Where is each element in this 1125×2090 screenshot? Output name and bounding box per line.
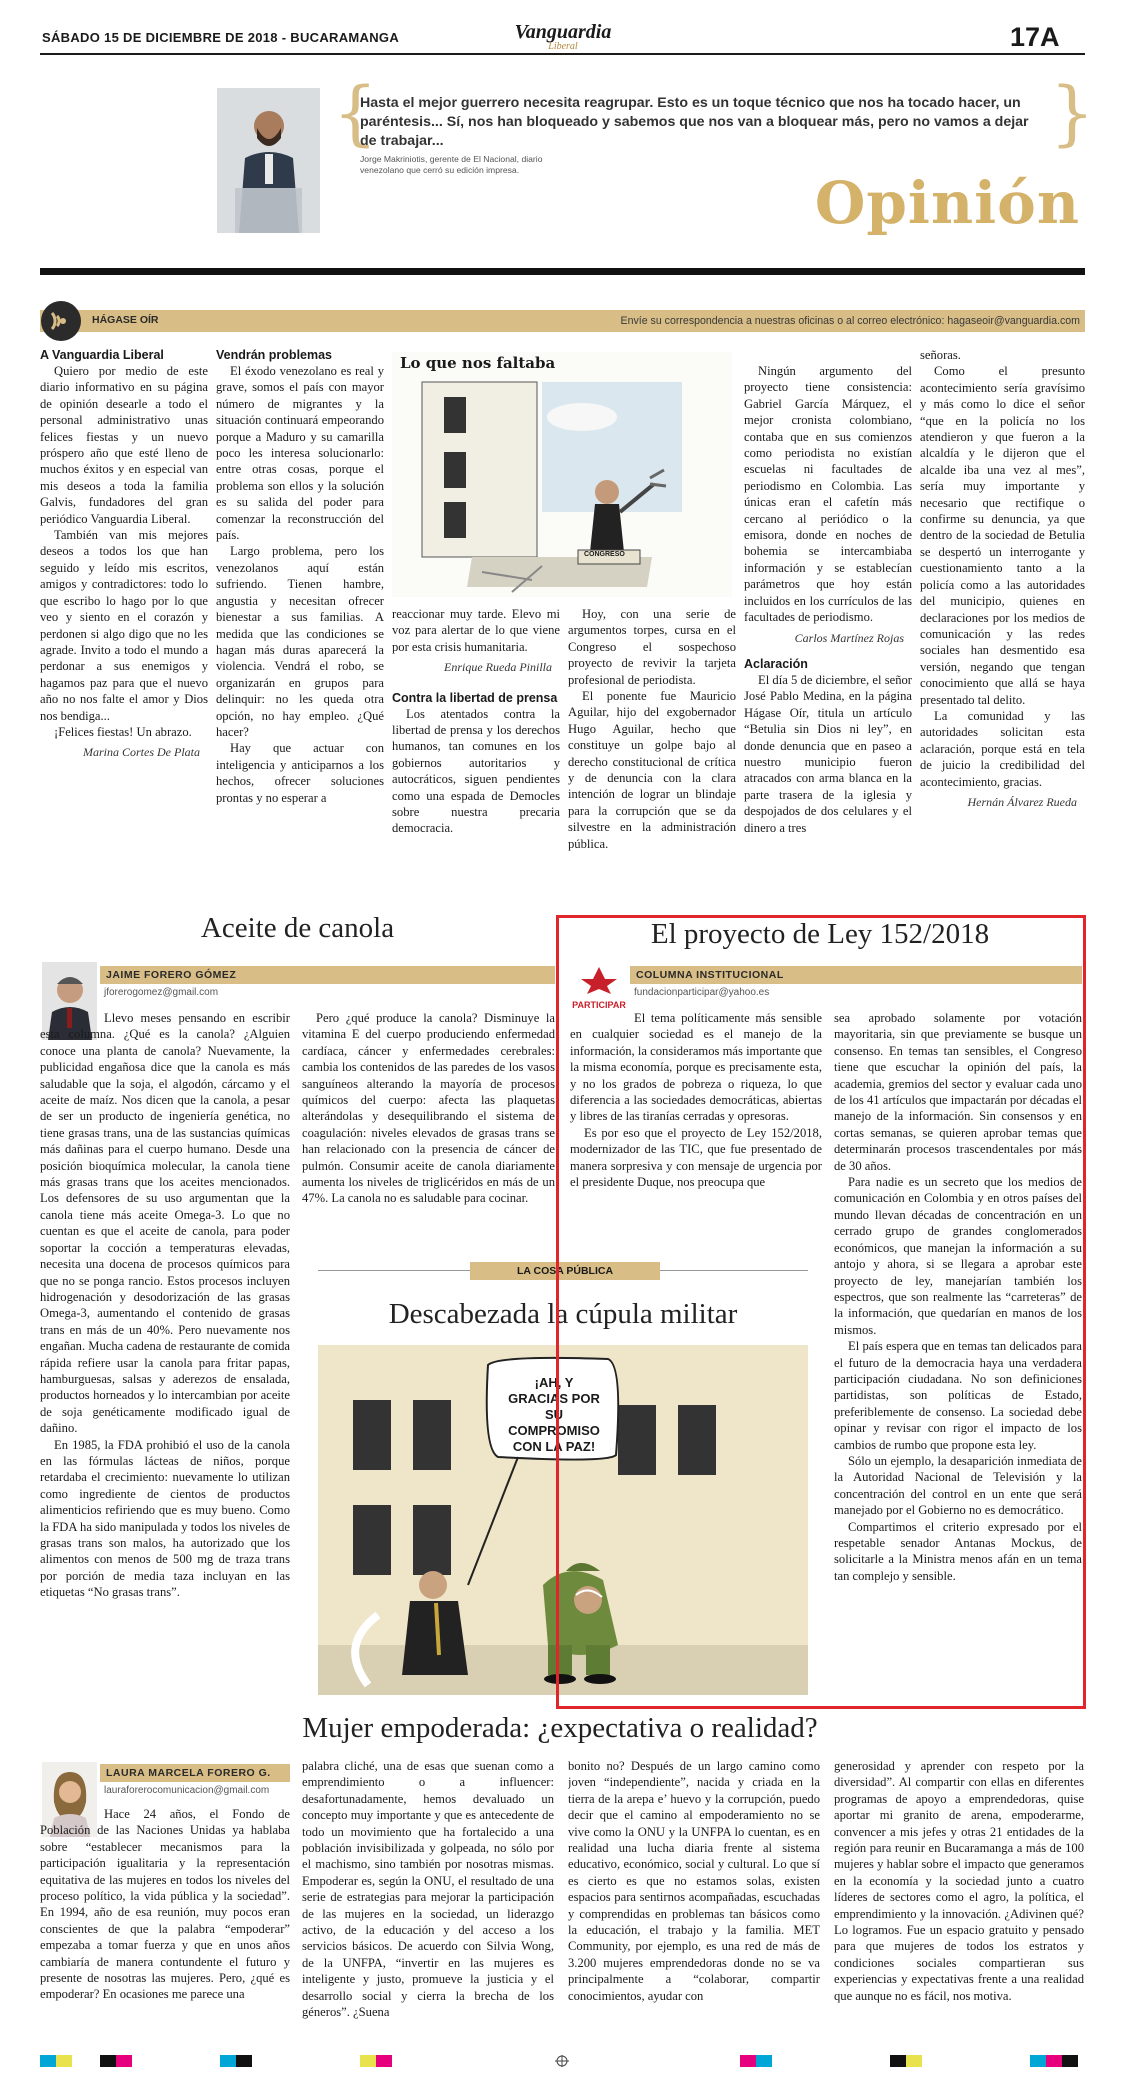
ley-paragraph: Para nadie es un secreto que los medios de comunicación en Colombia y en otros países del mundo llevan décadas de concentración en un cerrado grupo de grandes conglomerados económicos, que manejan la información a su antojo y ahora, si se llegara a aprobar este proyecto de ley, manejarían también los espectros, que son realmente las “carreteras” de la información, que quedarían en manos de los mismos.	[834, 1175, 1082, 1337]
letter-paragraph: Como el presunto acontecimiento sería gravísimo y más como lo dice el señor “que en la policía no los atendieron y que fueron a la alcaldía y le dijeron que el alcalde iba una vez al mes”, sería muy importante y necesario que rectifique o confirme su denuncia, ya que dentro de la sociedad de Betulia se despertó un interrogante y cuestionamiento tanto a la policía como a las autoridades del municipio, quienes en declaraciones por los medios de comunicación y las redes sociales han desmentido esa versión, negando que tengan conocimiento que allá se haya presentado tal delito.	[920, 364, 1085, 707]
ley-paragraph: Sólo un ejemplo, la desaparición inmediata de la Autoridad Nacional de Televisión y la concentración del control en un ente que será manejado por el Gobierno no es democrático.	[834, 1453, 1082, 1518]
canola-author: JAIME FORERO GÓMEZ	[100, 966, 555, 984]
page-number: 17A	[1010, 22, 1060, 52]
letter-paragraph: Largo problema, pero los venezolanos aquí están sufriendo. Tienen hambre, angustia y necesitan ofrecer bienestar a sus familias. A medida que las condiciones se hagan más duras aparecerá la violencia. Vendrá el robo, se organizarán en grupos para delinquir: no les queda otra opción, no hay empleo. ¿Qué hacer?	[216, 544, 384, 739]
letter-signature: Marina Cortes De Plata	[83, 745, 200, 760]
ley-author: COLUMNA INSTITUCIONAL	[630, 966, 1082, 984]
masthead-rule	[40, 53, 1085, 55]
ley-paragraph: El tema políticamente más sensible en cualquier sociedad es el manejo de la información, la consideramos más importante que la misma economía, porque es precisamente esta, y no los grados de pobreza o riqueza, lo que diferencia a las sociedades democráticas, abiertas y libres de las tiranías cerradas y opresoras.	[570, 1011, 822, 1124]
participar-logo-text: PARTICIPAR	[572, 1000, 626, 1010]
letter-paragraph: Los atentados contra la libertad de prensa y los derechos humanos, tan comunes en los gobiernos autoritarios y autocráticos, siguen pendientes como una espada de Democles sobre nuestra precaria democracia.	[392, 706, 560, 836]
mujer-title: Mujer empoderada: ¿expectativa o realidad?	[302, 1712, 818, 1744]
cartoon-congreso-label: CONGRESO	[584, 551, 625, 558]
ear-icon	[40, 300, 82, 342]
letter-col-5	[744, 363, 912, 903]
masthead-brand	[508, 22, 618, 52]
masthead-date: SÁBADO 15 DE DICIEMBRE DE 2018 - BUCARAMANGA	[42, 30, 400, 45]
color-registration-icon	[40, 2055, 1085, 2067]
quote-bracket-left: {	[333, 72, 378, 154]
letter-col-3	[392, 606, 560, 902]
mujer-author: LAURA MARCELA FORERO G.	[100, 1764, 290, 1782]
section-rule	[40, 268, 1085, 275]
cosa-publica-title: Descabezada la cúpula militar	[388, 1298, 738, 1330]
letter-paragraph: También van mis mejores deseos a todos los que han seguido y leído mis escritos, amigos y contradictores: todo lo que escribo lo hago por lo que veo y siento en el corazón y perdonen si algo digo que no les agrade. Invito a todo el mundo a perdonar a sus enemigos y hagamos paz para que el nuevo año no nos falte el amor y Dios nos bendiga...	[40, 528, 208, 723]
canola-paragraph: En 1985, la FDA prohibió el uso de la canola en las fórmulas lácteas de niños, porque retardaba el crecimiento: nuevamente lo utilizan como ingrediente de cientos de productos alimenticios refiriendo que es muy bueno. Como la FDA ha sido manipulada y todos los niveles de grasas trans son malos, ha autorizado que los alimentos con menos de 500 mg de traza trans por porción de media taza incluyan en las etiquetas “No grasas trans”.	[40, 1437, 290, 1600]
letter-paragraph: Ningún argumento del proyecto tiene consistencia: Gabriel García Márquez, el mejor cronista colombiano, contaba que en sus comienzos como periodista no existían escuelas ni facultades de periodismo en Colombia. Las únicas eran el cafetín más cercano al periódico o la emisora, donde en noches de bohemia se intercambiaba información y se establecían parámetros que hoy están incluidos en los currículos de las facultades de periodismo.	[744, 364, 912, 625]
hagase-oir-label: HÁGASE OÍR	[92, 314, 159, 326]
mujer-paragraph: palabra cliché, una de esas que suenan como a emprendimiento o a influencer: desafortunadamente, hemos devaluado un concepto muy importante y que es antecedente de todo un movimiento que ha fortalecido a una población invisibilizada y golpeada, no sólo por el machismo, sino también por nosotras mismas. Empoderar es, según la ONU, el resultado de una serie de estrategias para mejorar la participación de las mujeres en la sociedad, un liderazgo activo, de la educación y del acceso a los servicios básicos. De acuerdo con Silvia Wong, de la UNFPA, “invertir en las mujeres es inteligente y justo, promueve la justicia y el desarrollo social y cierra la brecha de los géneros”. ¿Suena	[302, 1759, 554, 2020]
letter-heading: Aclaración	[744, 656, 808, 671]
mujer-email: lauraforerocomunicacion@gmail.com	[104, 1785, 270, 1796]
letter-col-2	[216, 347, 384, 902]
letter-paragraph: Hoy, con una serie de argumentos torpes, cursa en el Congreso el sospechoso proyecto de revivir la tarjeta profesional de periodista.	[568, 607, 736, 687]
letter-signature: Carlos Martínez Rojas	[794, 630, 904, 645]
quote-bracket-right: }	[1050, 72, 1095, 154]
quote-text: Hasta el mejor guerrero necesita reagrupar. Esto es un toque técnico que nos ha tocado hacer, un paréntesis... Sí, nos han bloqueado y sabemos que nos van a bloquear más, pero no vamos a dejar de trabajar...	[360, 95, 1029, 149]
canola-title: Aceite de canola	[200, 912, 395, 944]
mujer-paragraph: generosidad y aprender con respeto por la diversidad”. Al compartir con ellas en diferentes programas de apoyo a emprendedoras, quise aportar mi granito de arena, empoderarme, convencer a mis jefes y otras 21 entidades de la región para reunir en Bucaramanga a más de 100 mujeres y hablar sobre el impacto que generamos en la economía y la sociedad junto a cuatro líderes de sectores como el agro, la política, el emprendimiento y la innovación. ¿Adivinen qué? Lo logramos. Fue un espacio gratuito y pensado para que mujeres de todos los estratos y condiciones sociales compartieran sus experiencias y expectativas frente a una realidad que aunque no es fácil, nos motiva.	[834, 1759, 1084, 2003]
section-title: Opinión	[814, 169, 1080, 237]
mujer-col-3	[568, 1758, 820, 2044]
letter-paragraph: El día 5 de diciembre, el señor José Pablo Medina, en la página Hágase Oír, titula un artículo “Betulia sin Dios ni ley”, en donde denuncia que en paseo a nuestro municipio fueron atracados con arma blanca en la parte trasera de la iglesia y despojados de dos celulares y el dinero a tres	[744, 672, 912, 835]
cartoon-lo-que-nos-faltaba	[392, 352, 732, 597]
quote-attribution: Jorge Makriniotis, gerente de El Nacional, diario venezolano que cerró su edición impresa.	[360, 154, 543, 175]
letter-paragraph: El ponente fue Mauricio Aguilar, hijo del exgobernador Hugo Aguilar, hecho que constituye un golpe bajo al derecho constitucional de crítica y de denuncia con la clara intención de lograr un blindaje para la corrupción que se da silvestre en la administración pública.	[568, 689, 736, 851]
hagase-oir-notice: Envíe su correspondencia a nuestras oficinas o al correo electrónico: hagaseoir@vanguardia.com	[620, 315, 1080, 327]
letter-paragraph: Quiero por medio de este diario informativo en su página de opinión desearle a todo el personal administrativo unas felices fiestas y un nuevo próspero año que esté lleno de muchos éxitos y en especial van mis deseos a toda la familia Galvis, fundadores del gran periódico Vanguardia Liberal.	[40, 364, 208, 526]
mujer-paragraph: Hace 24 años, el Fondo de Población de las Naciones Unidas ya hablaba sobre “establecer mecanismos para la participación igualitaria y la representación equitativa de las mujeres en todos los niveles del proceso político, la vida pública y la sociedad”. En 1994, año de esa reunión, muy pocos eran conscientes de que la palabra “empoderar” empezaba a tomar fuerza y que en unos años cambiaría de manera contundente el futuro y presente de nosotras las mujeres. Pero, ¿qué es empoderar? En ocasiones me parece una	[40, 1807, 290, 2002]
ley-paragraph: Compartimos el criterio expresado por el respetable senador Antanas Mockus, de solicitarle a la Ministra menos afán en un tema tan complejo y sensible.	[834, 1519, 1082, 1583]
congress-cartoon-icon	[392, 352, 732, 597]
letter-col-4	[568, 606, 736, 902]
canola-email: jforerogomez@gmail.com	[104, 987, 219, 998]
ley-paragraph: sea aprobado solamente por votación mayoritaria, sin que previamente se busque un consenso. En temas tan sensibles, el Congreso tiene que escuchar la opinión del país, la academia, gremios del sector y evaluar cada uno de los 41 artículos que impactarán por décadas el manejo de la información. Sin consensos y en cortas semanas, se quieren aprobar temas que determinarán procesos trascendentales por más de 30 años.	[834, 1011, 1082, 1173]
letter-paragraph: señoras.	[920, 348, 961, 362]
letter-signature: Hernán Álvarez Rueda	[967, 794, 1077, 809]
mujer-paragraph: bonito no? Después de un largo camino como joven “independiente”, nacida y criada en la tierra de la arepa e’ huevo y la corrupción, puedo decir que el camino al empoderamiento no se vive como la ONU y la UNFPA lo cuentan, es en realidad una lucha diaria frente al sistema educativo, económico, social y cultural. Lo que sí es cierto es que no estamos solas, existen espacios para sentirnos acompañadas, escuchadas y comprendidas en problemas tan básicos como la educación, el trabajo y la familia. MET Community, por ejemplo, es una red de más de 3.200 mujeres emprendedoras donde no se va principalmente a “colaborar, compartir conocimientos, ayudar con	[568, 1759, 820, 2003]
letter-paragraph: reaccionar muy tarde. Elevo mi voz para alertar de lo que viene por esta crisis humanitaria.	[392, 607, 560, 654]
letter-heading: A Vanguardia Liberal	[40, 348, 164, 362]
letter-paragraph: Hay que actuar con inteligencia y anticiparnos a los hechos, ofrecer soluciones prontas y no esperar a	[216, 741, 384, 805]
brand-name: Vanguardia	[514, 21, 612, 43]
canola-paragraph: Pero ¿qué produce la canola? Disminuye la vitamina E del cuerpo produciendo enfermedad cardíaca, cáncer y enfermedades cerebrales: cambia los contenidos de las paredes de los vasos sanguíneos alterando la mayoría de procesos químicos del cuerpo: afecta las plaquetas alterándolas y desequilibrando el sistema de coagulación: niveles elevados de grasas trans se han relacionado con la presencia de cáncer de pulmón. Consumir aceite de canola diariamente aumenta los niveles de triglicéridos en más de un 47%. La canola no es saludable para cocinar.	[302, 1011, 555, 1206]
ley-paragraph: Es por eso que el proyecto de Ley 152/2018, modernizador de las TIC, que fue presentado de manera sorpresiva y con mensaje de urgencia por el presidente Duque, nos preocupa que	[570, 1125, 822, 1190]
letter-col-1	[40, 347, 208, 902]
ley-col-2	[834, 1010, 1082, 1705]
cartoon-speech-bubble: ¡AH, Y GRACIAS POR SU COMPROMISO CON LA PAZ!	[508, 1375, 600, 1454]
cosa-publica-label: LA COSA PÚBLICA	[516, 1265, 614, 1277]
quote-photo	[217, 88, 320, 233]
ley-email: fundacionparticipar@yahoo.es	[634, 987, 770, 998]
letter-heading: Contra la libertad de prensa	[392, 690, 558, 705]
letter-col-6	[920, 347, 1085, 902]
mujer-col-1	[40, 1806, 290, 2044]
registration-bar	[40, 2054, 1085, 2066]
participar-logo-icon	[579, 965, 619, 995]
participar-logo	[570, 965, 628, 1015]
letter-paragraph: El éxodo venezolano es real y grave, somos el país con mayor número de migrantes y la situación continuará empeorando porque a Maduro y su camarilla poco les interesa solucionarlo: entre otras cosas, porque el problema son ellos y la solución es su salida del poder para comenzar la reconstrucción del país.	[216, 364, 384, 543]
cartoon-title: Lo que nos faltaba	[400, 354, 556, 372]
ley-title: El proyecto de Ley 152/2018	[650, 918, 990, 950]
letter-heading: Vendrán problemas	[216, 348, 333, 362]
mujer-col-2	[302, 1758, 554, 2044]
ley-paragraph: El país espera que en temas tan delicados para el futuro de la democracia haya una verdadera participación ciudadana. No son definiciones partidistas, son políticas de Estado, preferiblemente de consenso. La sociedad debe opinar y revisar con rigor el impacto de los cambios de rumbo que propone esta ley.	[834, 1339, 1082, 1452]
ley-col-1	[570, 1010, 822, 1235]
brand-sub: Liberal	[548, 41, 578, 52]
canola-col-2	[302, 1010, 555, 1238]
letter-paragraph: La comunidad y las autoridades solicitan esta aclaración, porque está en tela de juicio la credibilidad del acontecimiento, gracias.	[920, 708, 1085, 789]
letter-paragraph: ¡Felices fiestas! Un abrazo.	[54, 724, 192, 739]
letter-signature: Enrique Rueda Pinilla	[444, 660, 552, 675]
mujer-col-4	[834, 1758, 1084, 2044]
canola-col-1	[40, 1010, 290, 1700]
canola-paragraph: Llevo meses pensando en escribir esta columna. ¿Qué es la canola? ¿Alguien conoce una planta de canola? Nuevamente, la publicidad engañosa dice que la canola es más saludable que la soja, el algodón, cárcamo y el aceite de maíz. Nos dicen que la canola, a pesar de ser un producto de ingeniería genética, no tiene grasas trans, una de las sustancias químicas más dañinas para el cuerpo humano. Desde una posición bioquímica molecular, la canola tiene más grasas trans que los aceites mencionados. Los defensores de su uso argumentan que la canola tiene más aceite Omega-3. Lo que no cuentan es que el aceite de canola, para poder soportar la cocción a temperaturas elevadas, necesita una docena de procesos químicos para que no se ponga rancio. Estos procesos incluyen hidrogenación y desodorización de las grasas Omega-3, aumentando el contenido de grasas trans en más de un 40%. Pero nuevamente nos engañan. Mucha cadena de restaurante de comida rápida refiere usar la canola para fritar papas, hamburguesas, salsas y aderezos de ensalada, productos horneados y lo intercambian por aceite de soja genéticamente modificado igual de dañino.	[40, 1011, 290, 1436]
speaker-photo-icon	[217, 88, 320, 233]
